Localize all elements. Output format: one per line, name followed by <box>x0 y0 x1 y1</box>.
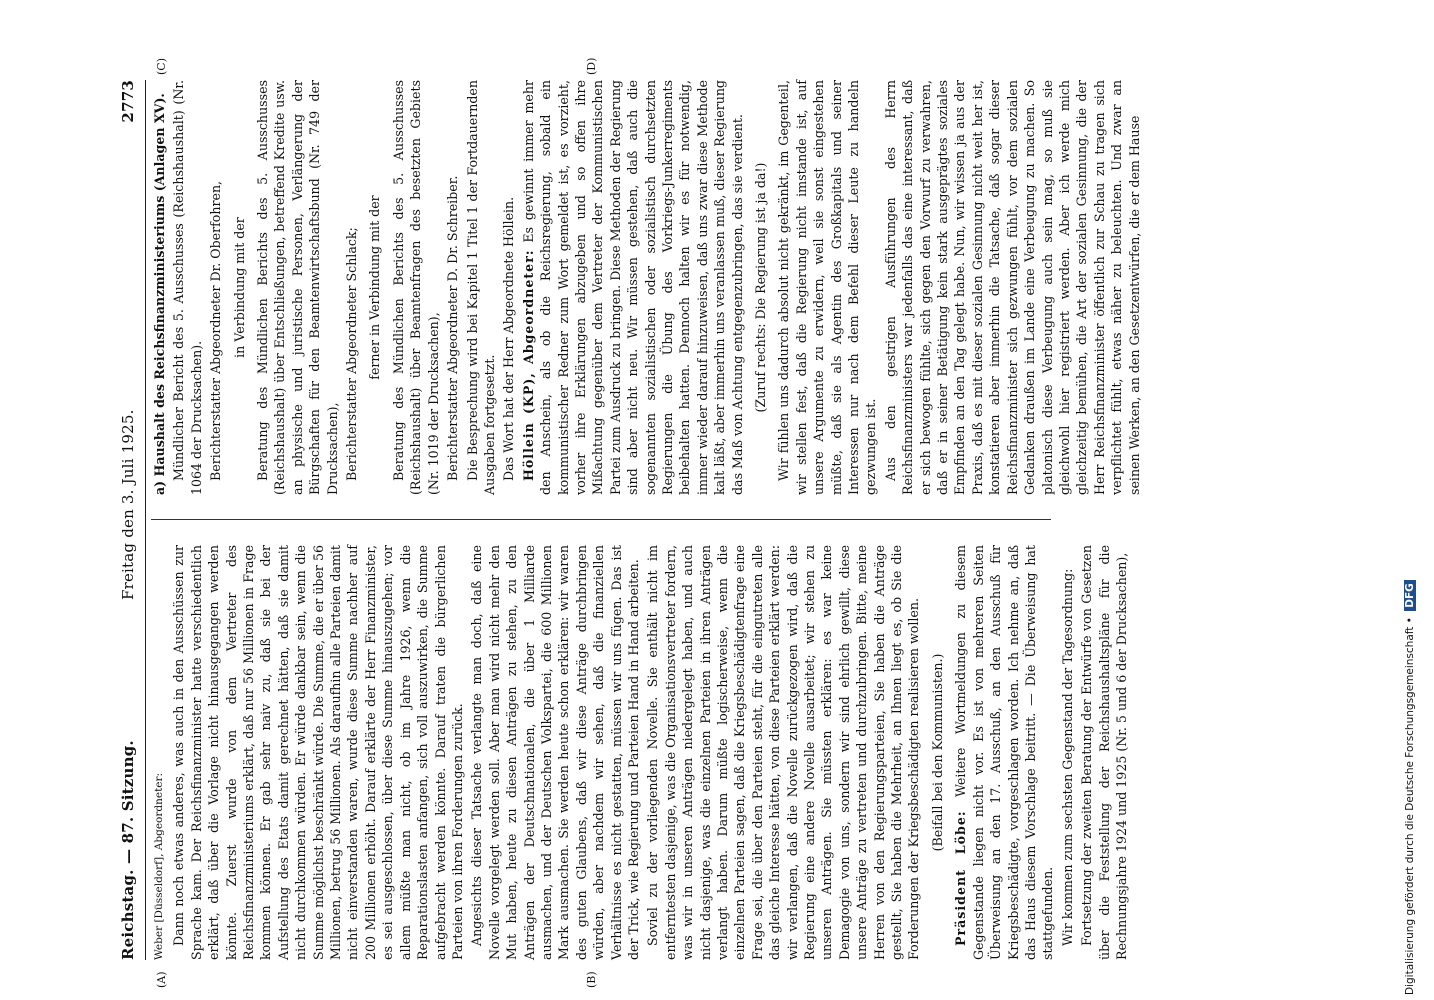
paragraph: Dann noch etwas anderes, was auch in den Ausschüssen zur Sprache kam. Der Reichsfinanzminister hatte verschiedentlich erklärt, daß über die Vorlage nicht hinausgegangen werden könnte. Zuerst wurde von dem Vertreter des Reichsfinanzministeriums erklärt, daß nur 56 Millionen in Frage kommen können. Er gab sehr naiv zu, daß sie bei der Aufstellung des Etats damit gerechnet hätten, daß sie damit nicht durchkommen würden. Er würde dankbar sein, wenn die Summe möglichst beschränkt würde. Die Summe, die er über 56 Millionen, betrug 56 Millionen. Als daraufhin alle Parteien damit nicht einverstanden waren, wurde diese Summe nachher auf 200 Millionen erhöht. Darauf erklärte der Herr Finanzminister, es sei ausgeschlossen, über diese Summe hinauszugehen; vor allem müßte man nicht, ob im Jahre 1926, wenn die Reparationslasten anfangen, sich voll auszuwirken, die Summe aufgebracht werden könnte. Darauf traten die bürgerlichen Parteien von ihren Forderungen zurück. <box>171 545 465 960</box>
paragraph: Berichterstatter Abgeordneter Schlack; <box>344 227 360 481</box>
paragraph: Fortsetzung der zweiten Beratung der Entwürfe von Gesetzen über die Feststellung der Reichshaushaltspläne für die Rechnungsjahre 1924 und 1925 (Nr. 5 und 6 der Drucksachen), <box>1079 545 1129 960</box>
margin-mark-c: (C) <box>155 58 168 75</box>
header-rule <box>145 80 146 960</box>
paragraph <box>952 545 1056 960</box>
margin-mark-d: (D) <box>585 57 598 75</box>
paragraph: Angesichts dieser Tatsache verlangte man doch, daß eine Novelle vorgelegt werden soll. Aber man wird nicht mehr den Mut haben, heute zu diesen Anträgen zu stehen, zu den Anträgen der Deutschnationalen, die über 1 Milliarde ausmachen, und der Deutschen Volkspartei, die 600 Millionen Mark ausmachen. Sie werden heute schon erklären: wir waren des guten Glaubens, daß wir diese Anträge durchbringen würden, aber nachdem wir sehen, daß die finanziellen Verhältnisse es nicht gestatten, müssen wir uns fügen. Das ist der Trick, wie Regierung und Parteien Hand in Hand arbeiten. <box>469 545 641 960</box>
left-column <box>151 545 1132 960</box>
paragraph: Beratung des Mündlichen Berichts des 5. Ausschusses (Reichshaushalt) über Beamtenfragen des besetzten Gebiets (Nr. 1019 der Drucksachen), <box>390 80 441 495</box>
paragraph: Das Wort hat der Herr Abgeordnete Höllein. <box>501 196 517 481</box>
paragraph: Soviel zu der vorliegenden Novelle. Sie enthält nicht im entferntesten dasjenige, was die Organisationsvertreter fordern, was wir in unseren Anträgen niedergelegt haben, und auch nicht dasjenige, was die einzelnen Parteien in ihren Anträgen verlangt haben. Darum müßte logischerweise, wenn die einzelnen Parteien sagen, daß die Kriegsbeschädigtenfrage eine Frage sei, die über den Parteien steht, für die eingutreten alle das gleiche Interesse hätten, von diese Parteien erklärt werden: wir verlangen, daß die Novelle zurückgezogen wird, daß die Regierung eine andere Novelle ausarbeitet; wir stehen zu unseren Anträgen. Sie müssten erklären: es war keine Demagogie von uns, sondern wir sind ehrlich gewillt, diese unsere Anträge zu vertreten und durchzubringen. Bitte, meine Herren von den Regierungsparteien, Sie haben die Anträge gestellt, Sie haben die Mehrheit, an Ihnen liegt es, ob Sie die Forderungen der Kriegsbeschädigten realisieren wollen. <box>645 545 922 960</box>
connection-note: ferner in Verbindung mit der <box>367 195 383 380</box>
margin-mark-a: (A) <box>155 971 168 988</box>
paragraph: Wir kommen zum sechsten Gegenstand der Tagesordnung: <box>1059 568 1075 946</box>
speaker-name: Präsident Löbe: <box>953 810 969 946</box>
paragraph-text: Weitere Wortmeldungen zu diesem Gegenstande liegen nicht vor. Es ist von mehreren Seiten Überweisung an den 17. Ausschuß, an den Ausschuß für Kriegsbeschädigte, vorgeschlagen worden. Ich nehme an, daß das Haus diesem Vorschlage beitritt. — Die Überweisung hat stattgefunden. <box>953 545 1056 960</box>
paragraph: Berichterstatter Abgeordneter D. Dr. Schreiber. <box>445 175 461 481</box>
margin-mark-b: (B) <box>585 971 598 988</box>
paragraph: Beratung des Mündlichen Berichts des 5. Ausschusses (Reichshaushalt) über Entschließungen, betreffend Kredite usw. an physische und juristische Personen, Verlängerung der Bürgschaften für den Beamtenwirtschaftsbund (Nr. 749 der Drucksachen), <box>255 80 340 495</box>
speaker-name: Höllein (KP), Abgeordneter: <box>520 249 536 481</box>
header-left: Reichstag. — 87. Sitzung. <box>119 740 137 960</box>
dfg-logo: DFG <box>1404 580 1416 611</box>
sponsor-notice <box>1404 5 1424 995</box>
applause-note: (Beifall bei den Kommunisten.) <box>929 653 945 852</box>
paragraph-text: Es gewinnt immer mehr den Anschein, als ob die Reichsregierung, sobald ein kommunistischer Redner zum Wort gemeldet ist, es vorzieht, vorher ihre Erklärungen abzugeben und so offen ihre Mißachtung gegenüber dem Vertreter der Kommunistischen Partei zum Ausdruck zu bringen. Diese Methoden der Regierung sind aber nicht neu. Wir müssen gestehen, daß auch die sogenannten sozialistischen oder sozialistisch durchsetzten Regierungen die Übung des Vorkriegs-Junkerregiments beibehalten hatten. Dennoch halten wir es für notwendig, immer wieder darauf hinzuweisen, daß uns zwar diese Methode kalt läßt, aber immerhin uns veranlassen muß, dieser Regierung das Maß von Achtung entgegenzubringen, das sie verdient. <box>520 80 745 495</box>
right-column <box>151 80 1145 495</box>
agenda-item-a: a) Haushalt des Reichsfinanzministeriums (Anlagen XV). <box>152 93 167 495</box>
page-header <box>115 80 143 960</box>
paragraph: Wir fühlen uns dadurch absolut nicht gekränkt, im Gegenteil, wir stellen fest, daß die Regierung nicht imstande ist, auf unsere Argumente zu erwidern, weil sie sonst eingestehen müßte, daß sie als Agentin des Großkapitals und seiner Interessen nur nach dem Befehl dieser Leute zu handeln gezwungen ist. <box>776 80 879 495</box>
paragraph: Berichterstatter Abgeordneter Dr. Oberfohren, <box>208 180 224 481</box>
speaker-line: Weber [Düsseldorf], Abgeordneter: <box>153 772 165 960</box>
page-number: 2773 <box>119 80 137 123</box>
document-page <box>115 57 1142 988</box>
paragraph: Die Besprechung wird bei Kapitel 1 Titel 1 der Fortdauernden Ausgaben fortgesetzt. <box>464 80 497 495</box>
sponsor-text: Digitalisierung gefördert durch die Deutsche Forschungsgemeinschaft • <box>1404 617 1416 995</box>
column-divider <box>151 519 1051 520</box>
paragraph: Aus den gestrigen Ausführungen des Herrn Reichsfinanzministers war jedenfalls das eine interessant, daß er sich bewogen fühlte, sich gegen den Vorwurf zu verwahren, daß er in seiner Betätigung kein stark ausgeprägtes soziales Empfinden an den Tag gelegt habe. Nun, wir wissen ja aus der Praxis, daß es mit dieser sozialen Gesinnung nicht weit her ist, konstatieren aber immerhin die Tatsache, daß sogar dieser Reichsfinanzminister sich gezwungen fühlt, vor dem sozialen Gedanken draußen im Lande eine Verbeugung zu machen. So platonisch diese Verbeugung auch sein mag, so muß sie gleichwohl hier registriert werden. Aber ich werde mich gleichzeitig bemühen, die Art der sozialen Gesinnung, die der Herr Reichsfinanzminister öffentlich zur Schau zu tragen sich verpflichtet fühlt, etwas näher zu beleuchten. Und zwar an seinen Werken, an den Gesetzentwürfen, die er dem Hause <box>882 80 1142 495</box>
paragraph: Mündlicher Bericht des 5. Ausschusses (Reichshaushalt) (Nr. 1064 der Drucksachen). <box>171 80 204 495</box>
connection-note: in Verbindung mit der <box>231 217 247 358</box>
paragraph <box>520 80 746 495</box>
interjection: (Zuruf rechts: Die Regierung ist ja da!) <box>753 162 768 413</box>
header-date: Freitag den 3. Juli 1925. <box>119 409 137 600</box>
